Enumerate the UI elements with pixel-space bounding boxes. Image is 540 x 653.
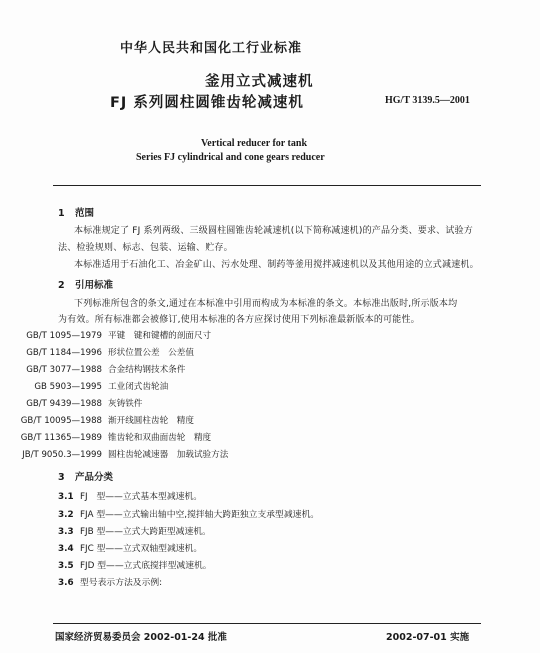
title-english-line1: Vertical reducer for tank bbox=[201, 138, 308, 149]
reference-item bbox=[0, 414, 194, 426]
footer-divider bbox=[53, 623, 481, 624]
reference-name: 工业闭式齿轮油 bbox=[108, 382, 169, 392]
section-number: 2 bbox=[58, 280, 65, 291]
section-2-paragraph-line: 下列标准所包含的条文,通过在本标准中引用而构成为本标准的条文。本标准出版时,所示版本均 bbox=[74, 299, 458, 309]
clause-number: 3.3 bbox=[58, 527, 74, 537]
section-1-heading bbox=[58, 205, 94, 219]
section-3-heading bbox=[58, 469, 113, 483]
clause-text: FJC 型——立式双轴型减速机。 bbox=[80, 544, 203, 554]
clause-text: FJ 型——立式基本型减速机。 bbox=[80, 492, 203, 502]
clause-number: 3.6 bbox=[58, 578, 74, 588]
section-1-paragraph-line: 本标准规定了 FJ 系列两级、三级圆柱圆锥齿轮减速机(以下简称减速机)的产品分类、要求、试验方 bbox=[74, 226, 473, 236]
clause-text: FJB 型——立式大跨距型减速机。 bbox=[80, 527, 211, 537]
section-title: 引用标准 bbox=[75, 280, 114, 291]
reference-item bbox=[0, 431, 211, 443]
clause-item bbox=[58, 541, 202, 554]
reference-code: GB/T 1184—1996 bbox=[26, 348, 102, 358]
clause-item bbox=[58, 558, 212, 571]
section-1-paragraph-line: 本标准适用于石油化工、冶金矿山、污水处理、制药等釜用搅拌减速机以及其他用途的立式减速机。 bbox=[74, 260, 479, 270]
reference-item bbox=[0, 397, 142, 409]
reference-code: GB 5903—1995 bbox=[34, 382, 102, 392]
section-1-paragraph-line: 法、检验规则、标志、包装、运输、贮存。 bbox=[58, 243, 233, 253]
section-2-paragraph-line: 为有效。所有标准都会被修订,使用本标准的各方应探讨使用下列标准最新版本的可能性。 bbox=[58, 315, 420, 325]
reference-code: GB/T 11365—1989 bbox=[20, 433, 102, 443]
reference-item bbox=[0, 380, 168, 392]
effective-date: 2002-07-01 实施 bbox=[386, 632, 470, 643]
reference-name: 合金结构钢技术条件 bbox=[108, 365, 186, 375]
standard-number: HG/T 3139.5—2001 bbox=[385, 95, 470, 106]
section-number: 1 bbox=[58, 208, 65, 219]
clause-text: 型号表示方法及示例: bbox=[80, 578, 163, 588]
clause-item bbox=[58, 507, 319, 520]
reference-name: 平键 键和键槽的剖面尺寸 bbox=[108, 331, 212, 341]
clause-item bbox=[58, 524, 211, 537]
section-2-heading bbox=[58, 277, 113, 291]
reference-item bbox=[0, 448, 228, 460]
title-english-line2: Series FJ cylindrical and cone gears reducer bbox=[136, 152, 325, 163]
reference-code: GB/T 3077—1988 bbox=[26, 365, 102, 375]
reference-code: GB/T 10095—1988 bbox=[20, 416, 102, 426]
section-number: 3 bbox=[58, 472, 65, 483]
approval-date: 国家经济贸易委员会 2002-01-24 批准 bbox=[55, 632, 227, 643]
reference-code: GB/T 1095—1979 bbox=[26, 331, 102, 341]
reference-code: JB/T 9050.3—1999 bbox=[22, 450, 102, 460]
reference-item bbox=[0, 363, 185, 375]
reference-name: 形状位置公差 公差值 bbox=[108, 348, 194, 358]
reference-name: 灰铸铁件 bbox=[108, 399, 143, 409]
clause-text: FJA 型——立式输出轴中空,搅拌轴大跨距独立支承型减速机。 bbox=[80, 510, 320, 520]
issuing-header: 中华人民共和国化工行业标准 bbox=[120, 41, 303, 56]
title-chinese-line1: 釜用立式减速机 bbox=[205, 74, 314, 90]
section-title: 范围 bbox=[75, 208, 95, 219]
reference-name: 渐开线圆柱齿轮 精度 bbox=[108, 416, 194, 426]
clause-number: 3.2 bbox=[58, 510, 74, 520]
reference-item bbox=[0, 346, 194, 358]
reference-name: 锥齿轮和双曲面齿轮 精度 bbox=[108, 433, 212, 443]
clause-number: 3.4 bbox=[58, 544, 74, 554]
clause-item bbox=[58, 489, 202, 502]
clause-number: 3.1 bbox=[58, 492, 74, 502]
reference-item bbox=[0, 329, 211, 341]
title-chinese-line2: FJ 系列圆柱圆锥齿轮减速机 bbox=[110, 95, 304, 111]
reference-code: GB/T 9439—1988 bbox=[26, 399, 102, 409]
header-divider bbox=[53, 185, 481, 186]
section-title: 产品分类 bbox=[75, 472, 114, 483]
clause-text: FJD 型——立式底搅拌型减速机。 bbox=[80, 561, 212, 571]
clause-item bbox=[58, 575, 162, 588]
clause-number: 3.5 bbox=[58, 561, 74, 571]
reference-name: 圆柱齿轮减速器 加载试验方法 bbox=[108, 450, 229, 460]
